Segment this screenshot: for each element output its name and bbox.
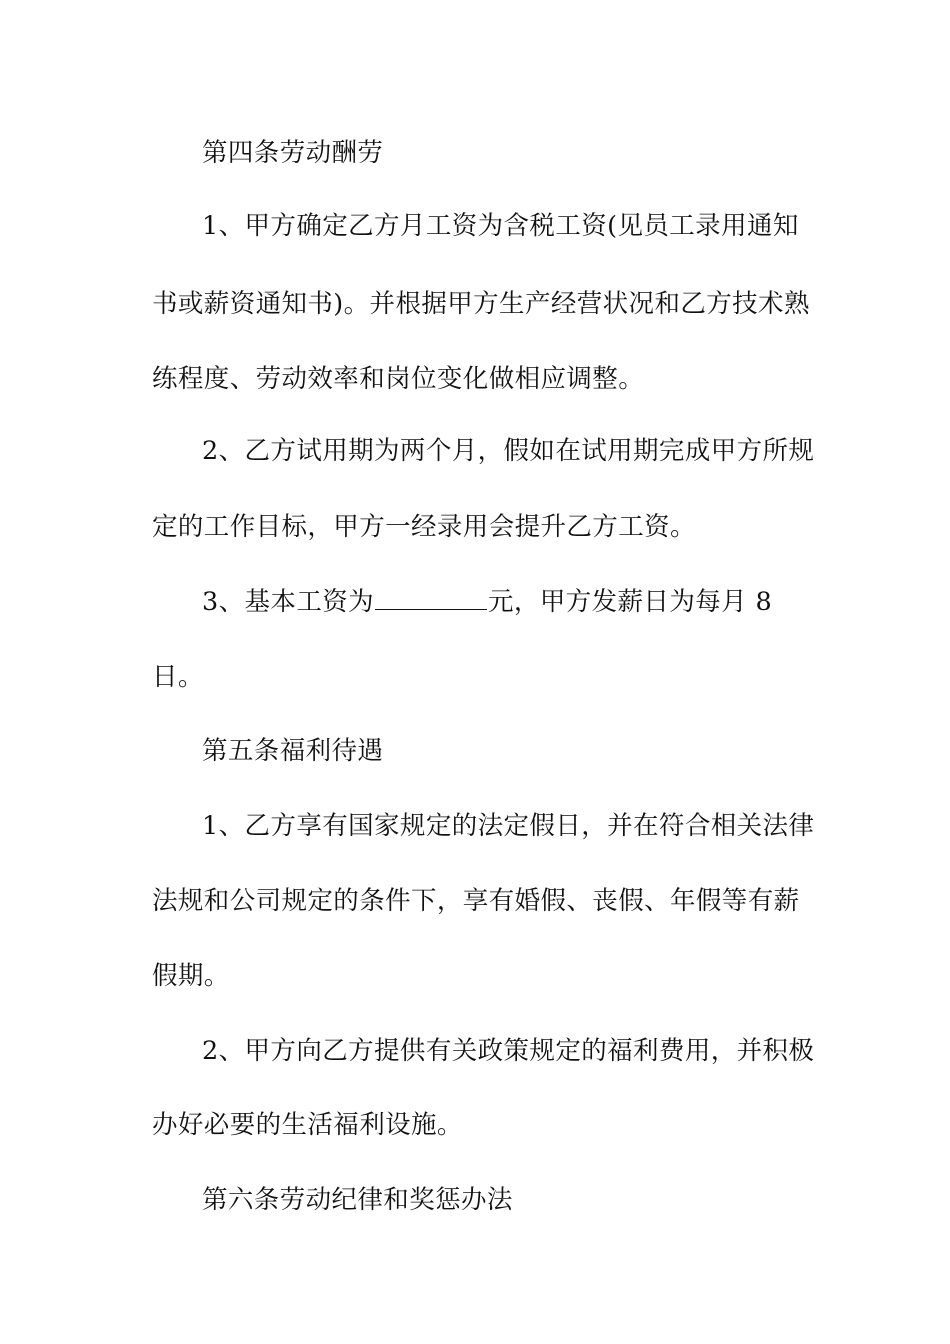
article-5-heading: 第五条福利待遇	[202, 736, 384, 766]
article-4-item-3-prefix: 3、基本工资为	[202, 587, 375, 617]
article-5-item-2-line-1: 2、甲方向乙方提供有关政策规定的福利费用，并积极	[202, 1036, 815, 1066]
article-4-item-3-line-1	[202, 585, 772, 619]
article-5-item-1-line-2: 法规和公司规定的条件下，享有婚假、丧假、年假等有薪	[152, 886, 800, 916]
article-5-item-2-line-2: 办好必要的生活福利设施。	[152, 1110, 463, 1140]
article-5-item-1-line-1: 1、乙方享有国家规定的法定假日，并在符合相关法律	[202, 811, 815, 841]
article-4-item-2-line-1: 2、乙方试用期为两个月，假如在试用期完成甲方所规	[202, 436, 815, 466]
article-4-item-3-suffix: 元，甲方发薪日为每月 8	[488, 587, 773, 617]
article-4-item-1-line-2: 书或薪资通知书)。并根据甲方生产经营状况和乙方技术熟	[152, 289, 810, 319]
article-4-item-2-line-2: 定的工作目标，甲方一经录用会提升乙方工资。	[152, 512, 696, 542]
article-5-item-1-line-3: 假期。	[152, 961, 230, 991]
article-4-heading: 第四条劳动酬劳	[202, 138, 384, 168]
salary-blank-field[interactable]	[375, 587, 487, 610]
article-6-heading: 第六条劳动纪律和奖惩办法	[202, 1185, 513, 1215]
article-4-item-3-line-2: 日。	[152, 662, 204, 692]
article-4-item-1-line-3: 练程度、劳动效率和岗位变化做相应调整。	[152, 364, 645, 394]
article-4-item-1-line-1: 1、甲方确定乙方月工资为含税工资(见员工录用通知	[202, 211, 799, 241]
